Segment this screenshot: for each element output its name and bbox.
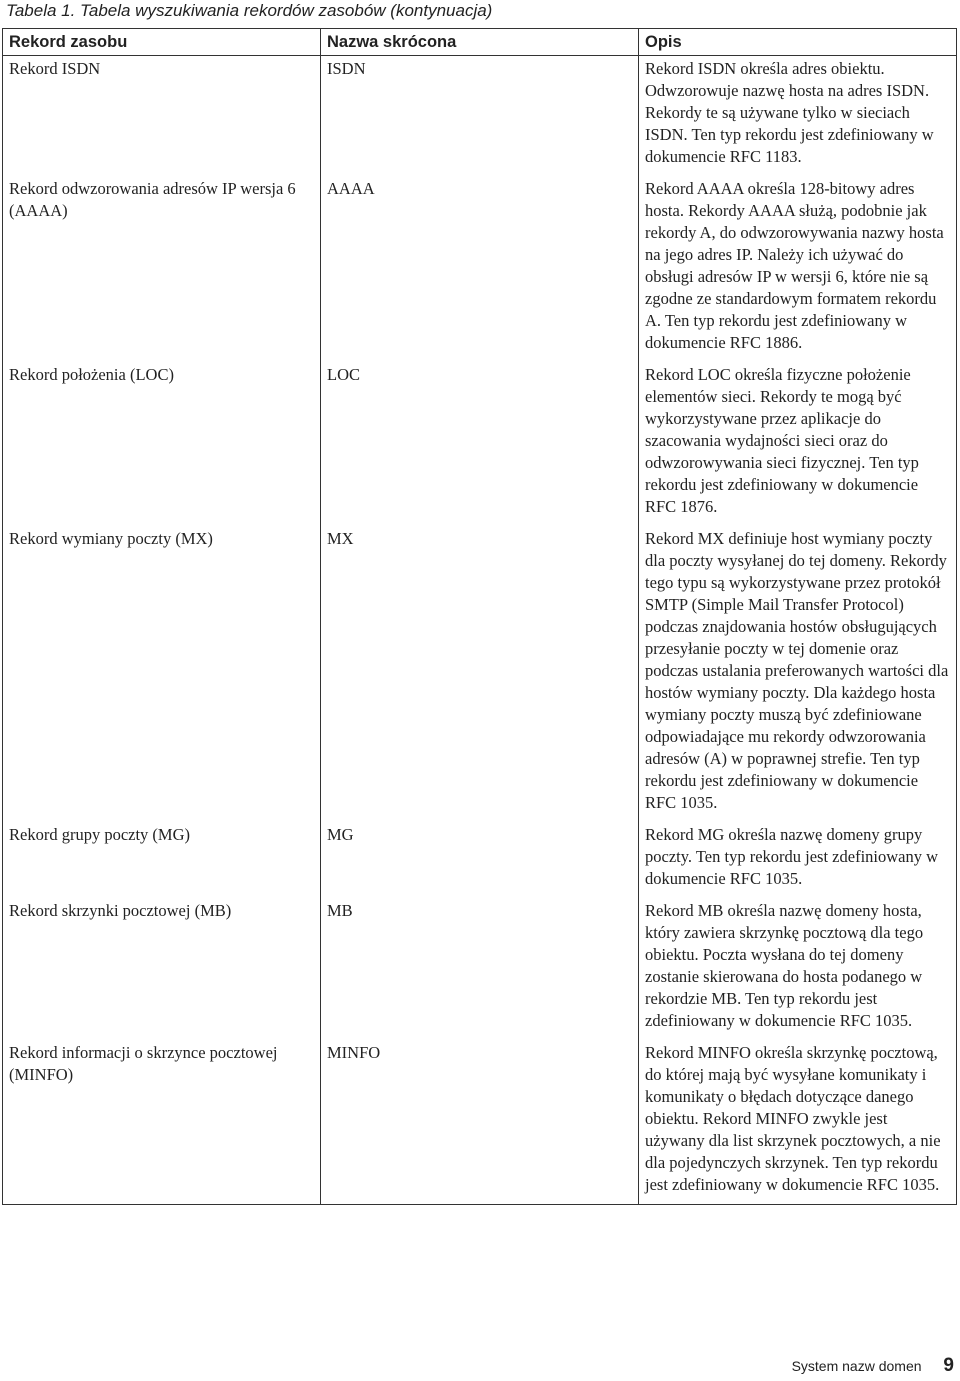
footer-section-title: System nazw domen xyxy=(791,1358,922,1374)
description-cell: Rekord MX definiuje host wymiany poczty dla poczty wysyłanej do tej domeny. Rekordy tego typu są wykorzystywane przez protokół SMTP (Simple Mail Transfer Protocol) podczas znajdowania hostów obsługujących przesyłanie poczty w tej domenie oraz podczas ustalania preferowanych wartości dla hostów wymiany poczty. Dla każdego hosta wymiany poczty muszą być zdefiniowane odpowiadające mu rekordy odwzorowania adresów (A) w poprawnej strefie. Ten typ rekordu jest zdefiniowany w dokumencie RFC 1035. xyxy=(639,526,957,822)
record-name-cell: Rekord informacji o skrzynce pocztowej (MINFO) xyxy=(3,1040,321,1205)
page-footer xyxy=(792,1354,954,1378)
short-name-cell: ISDN xyxy=(321,56,639,177)
record-name-cell: Rekord grupy poczty (MG) xyxy=(3,822,321,898)
column-header-record: Rekord zasobu xyxy=(3,29,321,56)
short-name-cell: MG xyxy=(321,822,639,898)
record-name-cell: Rekord wymiany poczty (MX) xyxy=(3,526,321,822)
table-row xyxy=(3,822,957,898)
table-row xyxy=(3,898,957,1040)
description-cell: Rekord ISDN określa adres obiektu. Odwzorowuje nazwę hosta na adres ISDN. Rekordy te są używane tylko w sieciach ISDN. Ten typ rekordu jest zdefiniowany w dokumencie RFC 1183. xyxy=(639,56,957,177)
table-caption: Tabela 1. Tabela wyszukiwania rekordów zasobów (kontynuacja) xyxy=(6,1,493,20)
description-cell: Rekord LOC określa fizyczne położenie elementów sieci. Rekordy te mogą być wykorzystywane przez aplikacje do szacowania wydajności sieci oraz do odwzorowywania sieci fizycznej. Ten typ rekordu jest zdefiniowany w dokumencie RFC 1876. xyxy=(639,362,957,526)
column-header-description: Opis xyxy=(639,29,957,56)
description-cell: Rekord MINFO określa skrzynkę pocztową, do której mają być wysyłane komunikaty i komunikaty o błędach dotyczące danego obiektu. Rekord MINFO zwykle jest używany dla list skrzynek pocztowych, a nie dla pojedynczych skrzynek. Ten typ rekordu jest zdefiniowany w dokumencie RFC 1035. xyxy=(639,1040,957,1205)
record-name-cell: Rekord skrzynki pocztowej (MB) xyxy=(3,898,321,1040)
table-row xyxy=(3,1040,957,1205)
description-cell: Rekord AAAA określa 128-bitowy adres hosta. Rekordy AAAA służą, podobnie jak rekordy A, do odwzorowywania nazwy hosta na jego adres IP. Należy ich używać do obsługi adresów IP w wersji 6, które nie są zgodne ze standardowym formatem rekordu A. Ten typ rekordu jest zdefiniowany w dokumencie RFC 1886. xyxy=(639,176,957,362)
table-header-row xyxy=(3,29,957,56)
column-header-short-name: Nazwa skrócona xyxy=(321,29,639,56)
table-row xyxy=(3,176,957,362)
page-number: 9 xyxy=(943,1355,954,1376)
short-name-cell: MINFO xyxy=(321,1040,639,1205)
table-row xyxy=(3,526,957,822)
short-name-cell: MX xyxy=(321,526,639,822)
short-name-cell: MB xyxy=(321,898,639,1040)
resource-records-table xyxy=(2,28,957,1205)
record-name-cell: Rekord położenia (LOC) xyxy=(3,362,321,526)
description-cell: Rekord MB określa nazwę domeny hosta, który zawiera skrzynkę pocztową dla tego obiektu. Poczta wysłana do tej domeny zostanie skierowana do hosta podanego w rekordzie MB. Ten typ rekordu jest zdefiniowany w dokumencie RFC 1035. xyxy=(639,898,957,1040)
table-row xyxy=(3,56,957,177)
description-cell: Rekord MG określa nazwę domeny grupy poczty. Ten typ rekordu jest zdefiniowany w dokumencie RFC 1035. xyxy=(639,822,957,898)
table-row xyxy=(3,362,957,526)
short-name-cell: AAAA xyxy=(321,176,639,362)
short-name-cell: LOC xyxy=(321,362,639,526)
record-name-cell: Rekord odwzorowania adresów IP wersja 6 (AAAA) xyxy=(3,176,321,362)
record-name-cell: Rekord ISDN xyxy=(3,56,321,177)
